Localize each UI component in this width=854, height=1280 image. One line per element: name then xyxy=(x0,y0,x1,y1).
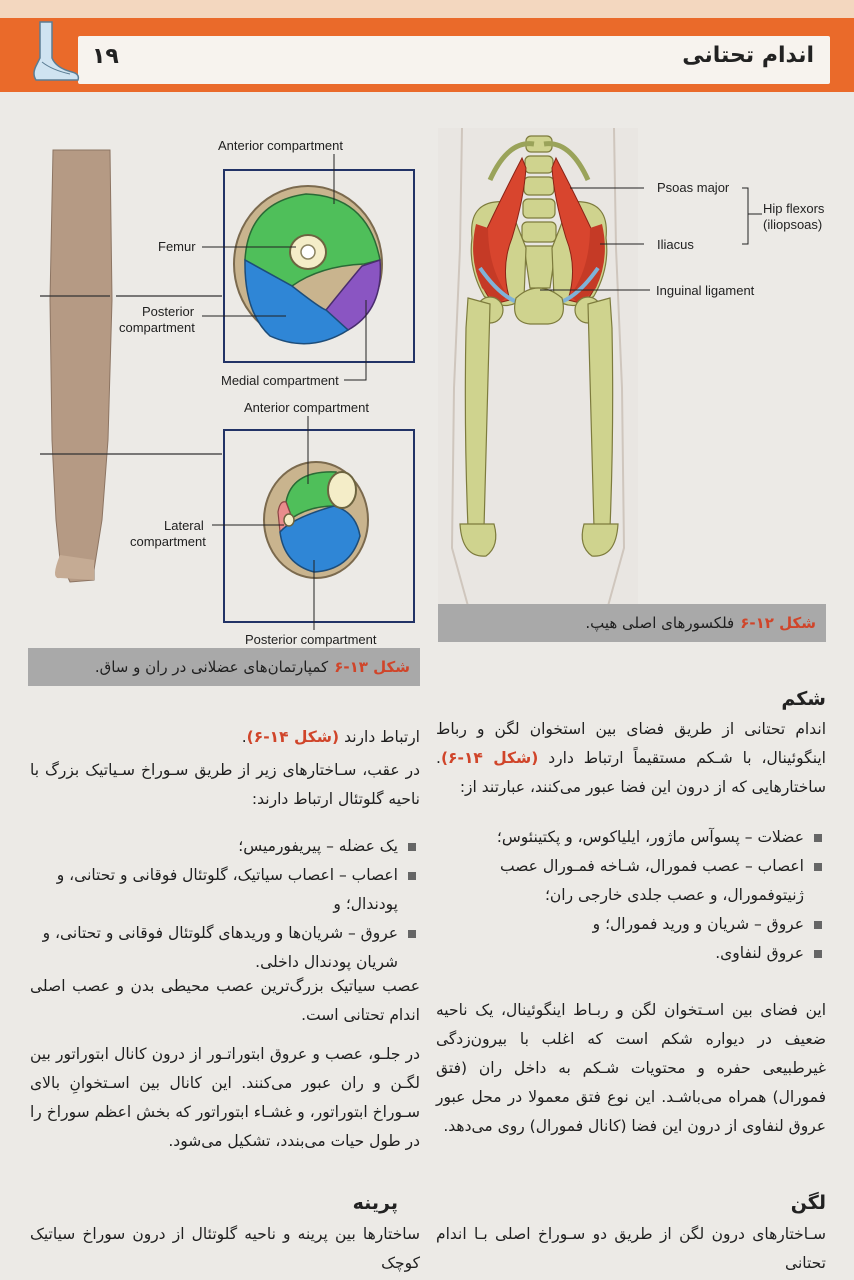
label-hip-flexors: Hip flexors xyxy=(763,201,825,216)
list-item: یک عضله – پیریفورمیس؛ xyxy=(30,832,420,861)
list-item: اعصاب – اعصاب سیاتیک، گلوتئال فوقانی و تحتانی، و پودندال؛ و xyxy=(30,861,420,919)
label-posterior-compartment-thigh-1: Posterior xyxy=(142,304,195,319)
perineum-paragraph-1: ساختارها بین پرینه و ناحیه گلوتئال از درون سوراخ سیاتیک کوچک xyxy=(30,1225,420,1272)
label-posterior-compartment-thigh-2: compartment xyxy=(119,320,195,335)
figure-reference[interactable]: (شکل ۱۴-۶) xyxy=(246,728,340,746)
label-posterior-compartment-leg: Posterior compartment xyxy=(245,632,377,647)
top-band xyxy=(0,0,854,18)
page-number: ۱۹ xyxy=(92,44,119,69)
list-item: اعصاب – عصب فمورال، شـاخه فمـورال عصب ژنیتوفمورال، و عصب جلدی خارجی ران؛ xyxy=(436,852,826,910)
figure-13-illustration xyxy=(30,140,430,650)
chapter-title: اندام تحتانی xyxy=(682,43,814,68)
figure-13-caption xyxy=(28,648,420,686)
figure-12-illustration xyxy=(438,128,638,606)
list-item: عروق – شریان‌ها و وریدهای گلوتئال فوقانی و تحتانی، و شریان پودندال داخلی. xyxy=(30,919,420,977)
leg-silhouette xyxy=(50,150,112,582)
heading-perineum: پرینه xyxy=(352,1192,398,1214)
lumbar-spine xyxy=(522,136,556,288)
label-anterior-compartment-thigh: Anterior compartment xyxy=(218,138,343,153)
label-anterior-compartment-leg: Anterior compartment xyxy=(244,400,369,415)
foot-bone-icon xyxy=(22,18,82,88)
figure-12-leaders xyxy=(638,182,764,322)
label-inguinal-ligament: Inguinal ligament xyxy=(656,283,755,298)
figure-reference[interactable]: (شکل ۱۴-۶) xyxy=(440,749,539,767)
label-iliopsoas: (iliopsoas) xyxy=(763,217,823,232)
figure-13-number: شکل ۱۳-۶ xyxy=(334,658,410,676)
abdomen-bullet-list xyxy=(436,823,826,968)
label-lateral-compartment-1: Lateral xyxy=(164,518,204,533)
left-paragraph-2: در عقب، سـاختارهای زیر از طریق سـوراخ سـیاتیک بزرگ با ناحیه گلوتئال ارتباط دارند: xyxy=(30,761,420,808)
tibia-bone xyxy=(328,472,356,508)
label-iliacus: Iliacus xyxy=(657,237,694,252)
label-psoas-major: Psoas major xyxy=(657,180,730,195)
figure-12-caption-text: فلکسورهای اصلی هیپ. xyxy=(585,614,735,632)
label-lateral-compartment-2: compartment xyxy=(130,534,206,549)
abdomen-paragraph-1: اندام تحتانی از طریق فضای بین استخوان لگن و رباط اینگوئینال، با شـکم مستقیماً ارتباط دارد (شکل ۱۴-۶). ساختارهایی که از درون این فضا عبور می‌کنند، عبارتند از: xyxy=(436,720,826,796)
left-paragraph-4: در جلـو، عصب و عروق ابتوراتـور از درون کانال ابتوراتور بین لگـن و ران عبور می‌کنند. این کانال بین اسـتخوانِ بالای سـوراخ ابتوراتور، و غشـاء ابتوراتور که بخش اعظم سوراخ را در طول حیات می‌بندد، تشکیل می‌شود. xyxy=(30,1045,420,1150)
heading-pelvis: لگن xyxy=(790,1192,826,1214)
pelvis-paragraph-1: سـاختارهای درون لگن از طریق دو سـوراخ اصلی بـا اندام تحتانی xyxy=(436,1225,826,1272)
list-item: عضلات – پسوآس ماژور، ایلیاکوس، و پکتینئوس؛ xyxy=(436,823,826,852)
list-item: عروق – شریان و ورید فمورال؛ و xyxy=(436,910,826,939)
fibula-bone xyxy=(284,514,294,526)
list-item: عروق لنفاوی. xyxy=(436,939,826,968)
figure-13-caption-text: کمپارتمان‌های عضلانی در ران و ساق. xyxy=(94,658,329,676)
left-paragraph-1: ارتباط دارند (شکل ۱۴-۶). xyxy=(241,728,420,746)
figure-12-number: شکل ۱۲-۶ xyxy=(740,614,816,632)
abdomen-paragraph-2: این فضای بین اسـتخوان لگن و ربـاط اینگوئینال، یک ناحیه ضعیف در دیواره شکم است که اغلب با بیرون‌زدگی غیرطبیعی حفره و محتویات شـکم به داخل ران (فتق فمورال) همراه می‌باشـد. این نوع فتق معمولا در محل عبور عروق لنفاوی از درون این فضا (کانال فمورال) روی می‌دهد. xyxy=(436,1001,826,1135)
figure-12-caption xyxy=(438,604,826,642)
label-femur: Femur xyxy=(158,239,196,254)
label-medial-compartment: Medial compartment xyxy=(221,373,339,388)
sciatic-bullet-list xyxy=(30,832,420,977)
heading-abdomen: شکم xyxy=(781,688,826,710)
left-paragraph-3: عصب سیاتیک بزرگ‌ترین عصب محیطی بدن و عصب اصلی اندام تحتانی است. xyxy=(30,977,420,1024)
